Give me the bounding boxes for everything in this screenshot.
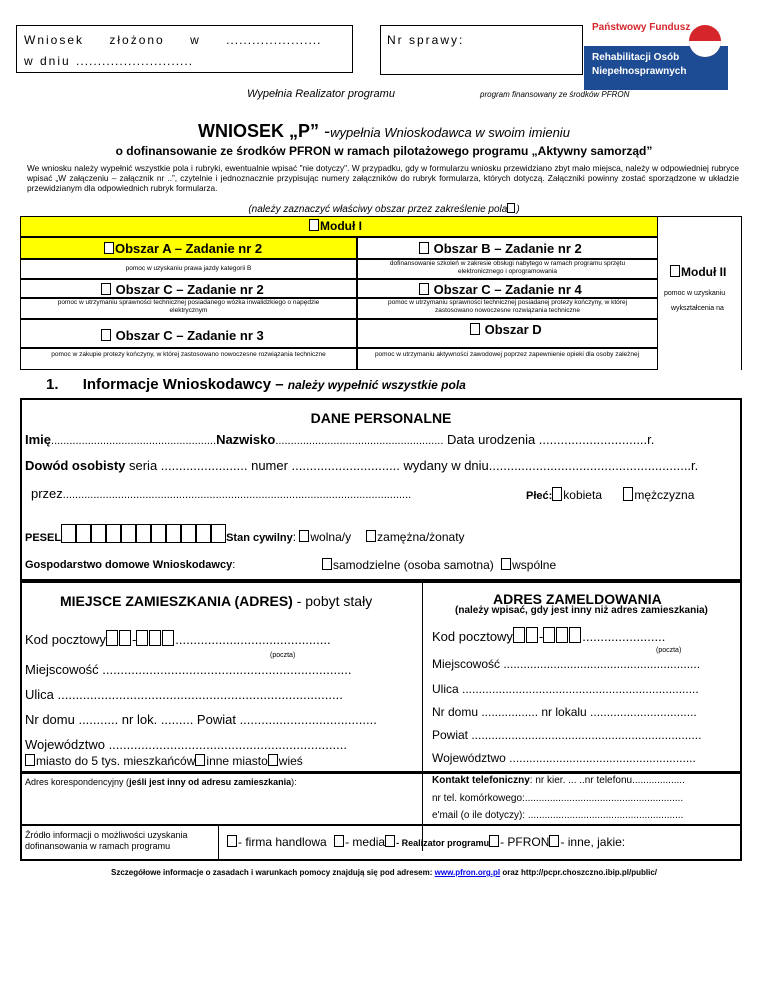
- tel-kom-field[interactable]: nr tel. komórkowego:.........................................................: [432, 793, 684, 804]
- dowod-label: Dowód osobisty: [25, 458, 126, 473]
- stan-colon: :: [292, 530, 300, 544]
- zameld-kod-label: Kod pocztowy: [432, 629, 513, 644]
- inne-label: - inne, jakie:: [560, 835, 626, 849]
- pfron-checkbox[interactable]: [489, 835, 499, 847]
- obszar-c4-title[interactable]: [419, 282, 582, 297]
- samodzielne-label: samodzielne (osoba samotna): [333, 558, 494, 572]
- kod-label: Kod pocztowy: [25, 632, 106, 647]
- plec-label: Płeć:: [526, 490, 553, 502]
- kod-row: [25, 630, 331, 647]
- mezczyzna-checkbox[interactable]: [623, 487, 633, 501]
- plec-row: [526, 487, 694, 502]
- pesel-digit-box[interactable]: [61, 524, 76, 543]
- przez-label: przez: [31, 486, 63, 501]
- nazwisko-field[interactable]: .......................................................: [275, 435, 444, 447]
- obszar-a-title[interactable]: [104, 241, 262, 256]
- miejscowosc-type-row: [25, 754, 303, 768]
- kontakt-label: Kontakt telefoniczny: [432, 775, 530, 786]
- section1-title-italic: należy wypełnić wszystkie pola: [287, 378, 466, 392]
- wspolne-label: wspólne: [512, 558, 557, 572]
- logo-line3: Niepełnosprawnych: [592, 66, 687, 77]
- pfron-label: - PFRON: [500, 835, 550, 849]
- kod-box-3[interactable]: [136, 630, 148, 646]
- pesel-digit-box[interactable]: [211, 524, 226, 543]
- kod-box-5[interactable]: [162, 630, 174, 646]
- footer-link[interactable]: www.pfron.org.pl: [434, 868, 501, 877]
- form-title: [0, 121, 768, 142]
- form-subtitle: o dofinansowanie ze środków PFRON w ramach pilotażowego programu „Aktywny samorząd”: [115, 144, 653, 158]
- media-checkbox[interactable]: [334, 835, 344, 847]
- kobieta-checkbox[interactable]: [552, 487, 562, 501]
- zameld-heading: ADRES ZAMELDOWANIA: [493, 591, 662, 607]
- pesel-digit-box[interactable]: [136, 524, 151, 543]
- realizator-label: - Realizator programu: [396, 838, 490, 848]
- miejsce-heading: [60, 593, 372, 609]
- kod-box-1[interactable]: [106, 630, 118, 646]
- modul2-desc1: pomoc w uzyskaniu: [664, 290, 726, 297]
- w-dniu-line: [24, 54, 193, 68]
- obszar-c3-title[interactable]: [101, 328, 264, 343]
- miejsce-heading-bold: MIEJSCE ZAMIESZKANIA (ADRES): [60, 593, 293, 609]
- modul2-label: Moduł II: [681, 265, 727, 279]
- pesel-digit-box[interactable]: [151, 524, 166, 543]
- logo-line1: Państwowy Fundusz: [592, 22, 691, 33]
- koresp-label-bold: jeśli jest inny od adresu zamieszkania: [129, 777, 292, 787]
- obszar-a-label: Obszar A – Zadanie nr 2: [115, 241, 263, 256]
- obszar-c4-label: Obszar C – Zadanie nr 4: [433, 282, 582, 297]
- instruction-text: [0, 203, 768, 215]
- logo-line2: Rehabilitacji Osób: [592, 52, 680, 63]
- miejsce-heading-rest: - pobyt stały: [292, 593, 373, 609]
- inne-miasto-checkbox[interactable]: [195, 754, 205, 766]
- obszar-c4-checkbox[interactable]: [419, 283, 429, 295]
- form-title-main: WNIOSEK „P”: [198, 121, 320, 141]
- wies-checkbox[interactable]: [268, 754, 278, 766]
- obszar-d-desc: pomoc w utrzymaniu aktywności zawodowej poprzez zapewnienie opieki dla osoby zależnej: [374, 351, 640, 358]
- zameld-miejscowosc-field[interactable]: Miejscowość ...........................................................: [432, 657, 701, 671]
- koresp-label-end: ):: [291, 777, 297, 787]
- obszar-b-checkbox[interactable]: [419, 242, 429, 254]
- realizator-note: Wypełnia Realizator programu: [247, 88, 395, 100]
- obszar-c3-desc: pomoc w zakupie protezy kończyny, w której zastosowano nowoczesne rozwiązania techniczne: [51, 351, 326, 358]
- miasto-label: miasto do 5 tys. mieszkańców: [36, 754, 196, 768]
- zrodlo-label: Źródło informacji o możliwości uzyskania dofinansowania w ramach programu: [25, 830, 188, 851]
- poczta-note: (poczta): [270, 652, 296, 659]
- data-urodzenia-field[interactable]: Data urodzenia ..............................r.: [443, 432, 655, 447]
- kod-dash: -: [131, 632, 137, 647]
- zameld-kod-row: [432, 627, 665, 644]
- samodzielne-checkbox[interactable]: [322, 558, 332, 570]
- gospodarstwo-colon: :: [232, 559, 236, 571]
- miejscowosc-field[interactable]: Miejscowość .....................................................................: [25, 662, 352, 677]
- pesel-digit-box[interactable]: [106, 524, 121, 543]
- gospodarstwo-row: [25, 559, 235, 571]
- zameld-ulica-field[interactable]: Ulica .......................................................................: [432, 682, 699, 696]
- imie-row: [25, 432, 654, 447]
- obszar-d-title[interactable]: [470, 322, 542, 337]
- wolna-label: wolna/y: [310, 530, 352, 544]
- ulica-field[interactable]: Ulica ...............................................................................: [25, 687, 343, 702]
- footer-text: Szczegółowe informacje o zasadach i warunkach pomocy znajdują się pod adresem:: [110, 868, 435, 877]
- w-field[interactable]: ......................: [226, 33, 322, 47]
- zameld-kod-box-4[interactable]: [556, 627, 568, 643]
- nr-domu-field[interactable]: Nr domu ........... nr lok. ......... Powiat ......................................: [25, 712, 377, 727]
- modul1-checkbox[interactable]: [309, 219, 319, 231]
- form-title-dash: -: [319, 121, 331, 141]
- modul2-title[interactable]: [670, 265, 726, 279]
- firma-label: - firma handlowa: [238, 835, 327, 849]
- pfron-logo: [584, 8, 728, 88]
- instruction-label: (należy zaznaczyć właściwy obszar przez zakreślenie pola: [248, 204, 508, 215]
- obszar-d-label: Obszar D: [484, 322, 542, 337]
- obszar-c2-checkbox[interactable]: [101, 283, 111, 295]
- zameld-kod-box-5[interactable]: [569, 627, 581, 643]
- koresp-label-start: Adres korespondencyjny (: [25, 777, 130, 787]
- modul1-label-wrap[interactable]: [309, 219, 362, 233]
- firma-checkbox[interactable]: [227, 835, 237, 847]
- kontakt-row: [432, 775, 685, 786]
- wniosek-label: Wniosek: [24, 33, 85, 47]
- section1-number: 1.: [46, 376, 59, 393]
- gospodarstwo-options: [322, 558, 556, 572]
- obszar-b-title[interactable]: [419, 241, 582, 256]
- modul2-checkbox[interactable]: [670, 265, 680, 277]
- program-note: program finansowany ze środków PFRON: [480, 90, 630, 99]
- obszar-a-desc: pomoc w uzyskaniu prawa jazdy kategorii B: [125, 265, 252, 272]
- zameld-poczta-field[interactable]: .......................: [582, 629, 666, 644]
- obszar-c2-title[interactable]: [101, 282, 264, 297]
- zamezna-checkbox[interactable]: [366, 530, 376, 542]
- nr-sprawy-label[interactable]: Nr sprawy:: [387, 33, 465, 47]
- w-dniu-field[interactable]: ...........................: [76, 54, 194, 68]
- instruction-checkbox-icon: [507, 203, 515, 213]
- kobieta-label: kobieta: [563, 488, 602, 502]
- pesel-row: [25, 524, 465, 544]
- pesel-digit-box[interactable]: [196, 524, 211, 543]
- zameld-note: (należy wpisać, gdy jest inny niż adres zamieszkania): [455, 605, 708, 616]
- zameld-kod-box-2[interactable]: [526, 627, 538, 643]
- zameld-nr-domu-field[interactable]: Nr domu ................. nr lokalu ................................: [432, 705, 697, 719]
- obszar-c2-desc: pomoc w utrzymaniu sprawności technicznej posiadanego wózka inwalidzkiego o napędzie elektrycznym: [57, 299, 320, 314]
- wojewodztwo-field[interactable]: Województwo ..................................................................: [25, 737, 347, 752]
- footer-text2: oraz http://pcpr.choszczno.ibip.pl/public/: [500, 868, 658, 877]
- intro-text: We wniosku należy wypełnić wszystkie pola i rubryki, ewentualnie wpisać "nie dotyczy". W przypadku, gdy w formularzu wniosku przewidziano zbyt mało miejsca, należy w odpowiedniej rubryce wpisać „W załączeniu – załącznik nr ..”, czytelnie i jednoznacznie przypisując numery załączników do rubryk formularza, których dotyczą. Załączniki powinny zostać sporządzone w układzie przewidzianym dla odpowiednich rubryk formularza.: [27, 163, 739, 193]
- nazwisko-label: Nazwisko: [216, 432, 276, 447]
- zameld-kod-box-1[interactable]: [513, 627, 525, 643]
- obszar-d-checkbox[interactable]: [470, 323, 480, 335]
- zlozono-label: złożono: [109, 33, 165, 47]
- form-title-italic: wypełnia Wnioskodawca w swoim imieniu: [330, 125, 570, 140]
- inne-miasto-label: inne miasto: [206, 754, 268, 768]
- pesel-digit-box[interactable]: [181, 524, 196, 543]
- instruction-end: ): [516, 204, 520, 215]
- kontakt-field[interactable]: : nr kier. ... ..nr telefonu...................: [529, 775, 685, 786]
- logo-circle-icon: [688, 24, 722, 58]
- obszar-c3-checkbox[interactable]: [101, 329, 111, 341]
- wniosek-zlozono-line: [24, 33, 321, 47]
- dowod-row: [25, 458, 698, 473]
- miasto-checkbox[interactable]: [25, 754, 35, 766]
- obszar-c4-desc: pomoc w utrzymaniu sprawności technicznej posiadanej protezy kończyny, w której zastosowano nowoczesne rozwiązania techniczne: [387, 299, 628, 314]
- personal-heading: DANE PERSONALNE: [310, 410, 452, 426]
- zrodlo-options: [227, 835, 625, 849]
- obszar-a-checkbox[interactable]: [104, 242, 114, 254]
- wspolne-checkbox[interactable]: [501, 558, 511, 570]
- przez-row: [31, 486, 411, 501]
- wies-label: wieś: [278, 754, 303, 768]
- pesel-digit-box[interactable]: [121, 524, 136, 543]
- pesel-boxes[interactable]: [61, 532, 226, 544]
- mezczyzna-label: mężczyzna: [634, 488, 695, 502]
- pesel-digit-box[interactable]: [166, 524, 181, 543]
- poczta-field[interactable]: ...........................................: [175, 632, 331, 647]
- gospodarstwo-label: Gospodarstwo domowe Wnioskodawcy: [25, 559, 233, 571]
- obszar-c2-label: Obszar C – Zadanie nr 2: [115, 282, 264, 297]
- obszar-b-label: Obszar B – Zadanie nr 2: [433, 241, 582, 256]
- zameld-kod-box-3[interactable]: [543, 627, 555, 643]
- pesel-label: PESEL: [25, 532, 62, 544]
- imie-label: Imię: [25, 432, 52, 447]
- wolna-checkbox[interactable]: [299, 530, 309, 542]
- zameld-poczta-note: (poczta): [656, 647, 682, 654]
- stan-cywilny-label: Stan cywilny: [226, 532, 293, 544]
- zameld-wojewodztwo-field[interactable]: Województwo ........................................................: [432, 751, 696, 765]
- pesel-digit-box[interactable]: [76, 524, 91, 543]
- w-dniu-label: w dniu: [24, 54, 71, 68]
- w-label: w: [190, 33, 201, 47]
- zrodlo-divider: [218, 825, 219, 861]
- dowod-fields[interactable]: seria ........................ numer .............................. wydany w dniu........................................................r.: [125, 458, 699, 473]
- zameld-powiat-field[interactable]: Powiat .....................................................................: [432, 728, 702, 742]
- kod-box-2[interactable]: [119, 630, 131, 646]
- pesel-digit-box[interactable]: [91, 524, 106, 543]
- section1-heading: [46, 376, 466, 393]
- modul2-desc2: wykształcenia na: [671, 305, 724, 312]
- obszar-c3-label: Obszar C – Zadanie nr 3: [115, 328, 264, 343]
- kod-box-4[interactable]: [149, 630, 161, 646]
- modul1-label: Moduł I: [320, 219, 362, 233]
- korespondencja-label: [25, 777, 297, 787]
- zamezna-label: zamężna/żonaty: [377, 530, 465, 544]
- zameld-kod-dash: -: [538, 629, 544, 644]
- obszar-b-desc: dofinansowanie szkoleń w zakresie obsługi nabytego w ramach programu sprzętu elektronicznego i oprogramowania: [389, 260, 626, 275]
- inne-checkbox[interactable]: [549, 835, 559, 847]
- media-label: - media: [345, 835, 386, 849]
- realizator-checkbox[interactable]: [385, 835, 395, 847]
- email-field[interactable]: e'mail (o ile dotyczy): ........................................................: [432, 810, 684, 821]
- przez-field[interactable]: ..................................................................................................................: [62, 489, 412, 501]
- footer-note: [0, 868, 768, 877]
- section1-title: Informacje Wnioskodawcy –: [82, 376, 288, 393]
- imie-field[interactable]: ......................................................: [51, 435, 217, 447]
